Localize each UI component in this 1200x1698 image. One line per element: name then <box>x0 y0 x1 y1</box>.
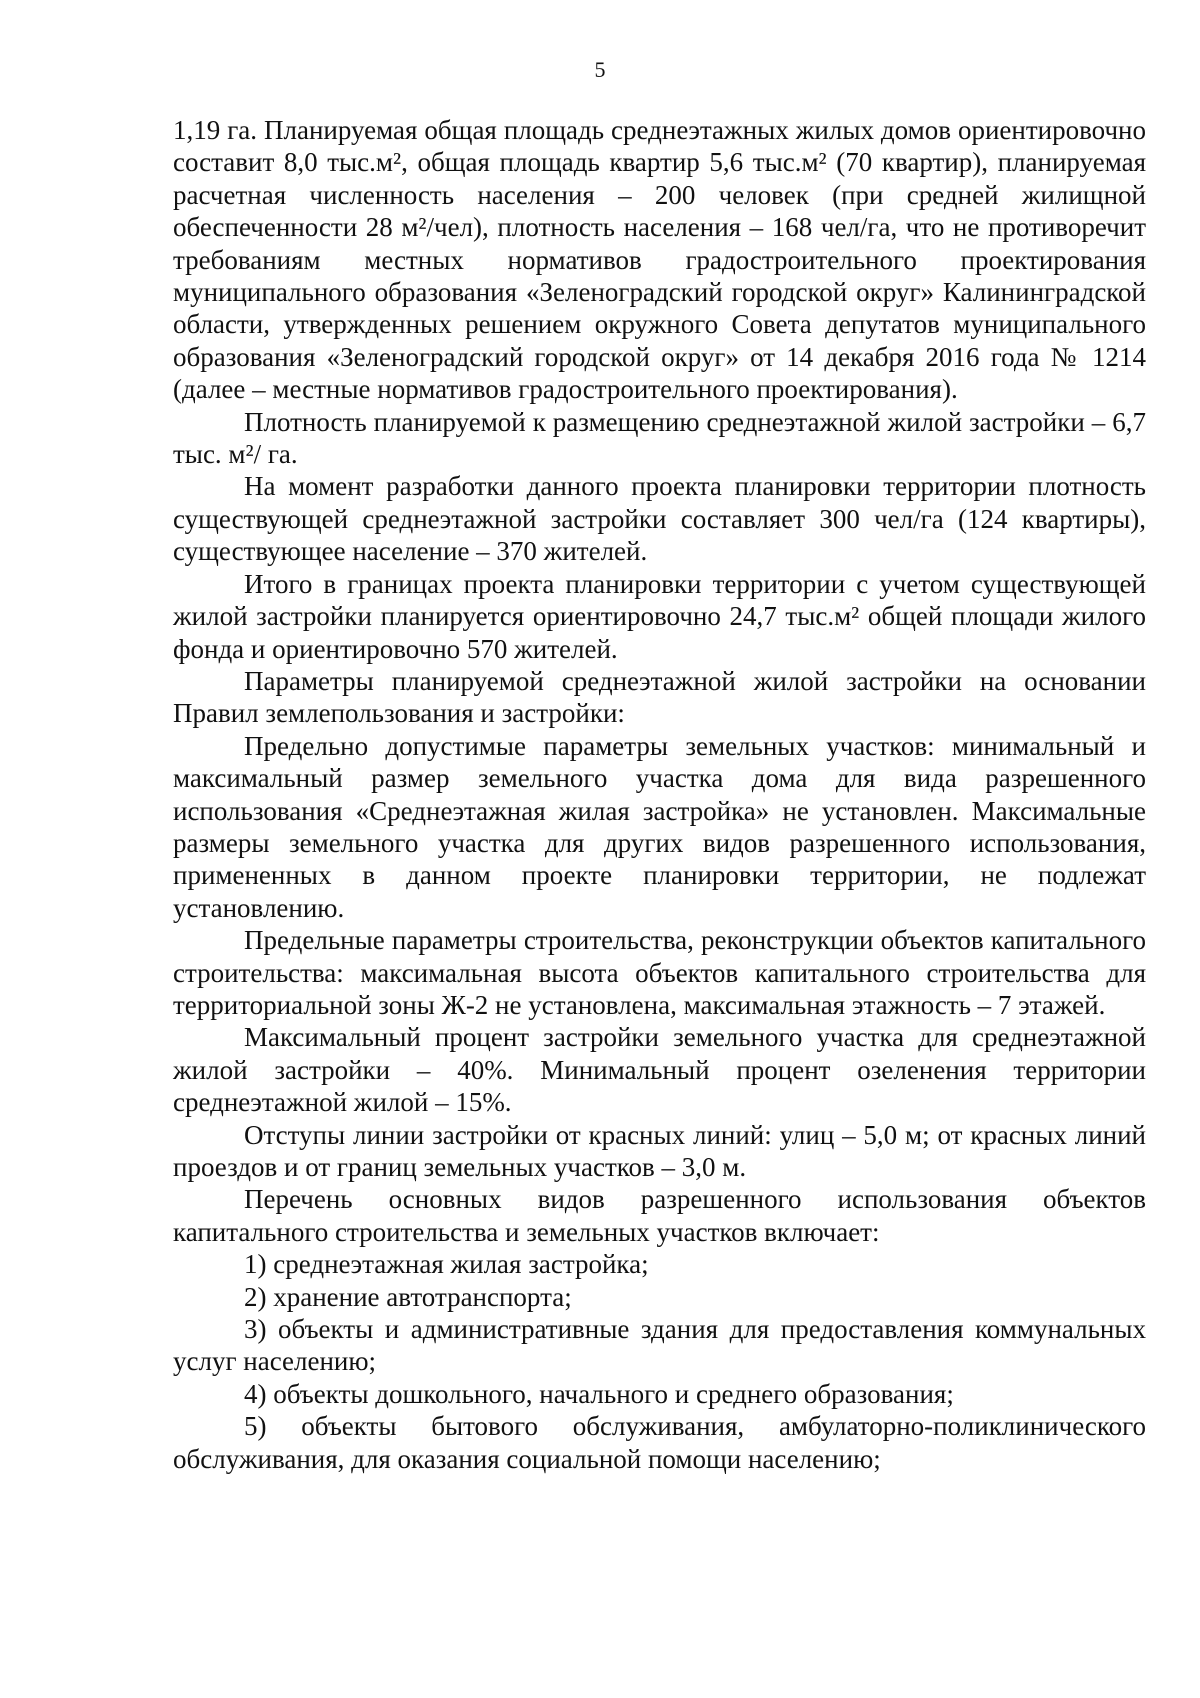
paragraph-construction-limits: Предельные параметры строительства, реконструкции объектов капитального строительства: максимальная высота объектов капитального строительства для территориальной зоны Ж-2 не установлена, максимальная этажность – 7 этажей. <box>173 925 1146 1020</box>
page-number: 5 <box>594 57 606 82</box>
paragraph-permitted-uses-intro: Перечень основных видов разрешенного использования объектов капитального строительства и земельных участков включает: <box>173 1184 1146 1247</box>
paragraph-residential-area-params: 1,19 га. Планируемая общая площадь среднеэтажных жилых домов ориентировочно составит 8,0 тыс.м², общая площадь квартир 5,6 тыс.м² (70 квартир), планируемая расчетная численность населения – 200 человек (при средней жилищной обеспеченности 28 м²/чел), плотность населения – 168 чел/га, что не противоречит требованиям местных нормативов градостроительного проектирования муниципального образования «Зеленоградский городской округ» Калининградской области, утвержденных решением окружного Совета депутатов муниципального образования «Зеленоградский городской округ» от 14 декабря 2016 года № 1214 (далее – местные нормативов градостроительного проектирования). <box>173 115 1146 405</box>
paragraph-existing-density: На момент разработки данного проекта планировки территории плотность существующей среднеэтажной застройки составляет 300 чел/га (124 квартиры), существующее население – 370 жителей. <box>173 471 1146 567</box>
list-item-permitted-use-5: 5) объекты бытового обслуживания, амбулаторно-поликлинического обслуживания, для оказания социальной помощи населению; <box>173 1411 1146 1474</box>
paragraph-build-percentage: Максимальный процент застройки земельного участка для среднеэтажной жилой застройки – 40%. Минимальный процент озеленения территории среднеэтажной жилой – 15%. <box>173 1022 1146 1118</box>
paragraph-setbacks: Отступы линии застройки от красных линий: улиц – 5,0 м; от красных линий проездов и от границ земельных участков – 3,0 м. <box>173 1119 1146 1182</box>
paragraph-development-params-intro: Параметры планируемой среднеэтажной жилой застройки на основании Правил землепользования и застройки: <box>173 665 1146 729</box>
paragraph-total-housing: Итого в границах проекта планировки территории с учетом существующей жилой застройки планируется ориентировочно 24,7 тыс.м² общей площади жилого фонда и ориентировочно 570 жителей. <box>173 568 1146 664</box>
document-body <box>173 114 1146 1475</box>
list-item-permitted-use-2: 2) хранение автотранспорта; <box>244 1281 572 1312</box>
list-item-permitted-use-3: 3) объекты и административные здания для предоставления коммунальных услуг населению; <box>173 1314 1146 1377</box>
paragraph-planned-density: Плотность планируемой к размещению среднеэтажной жилой застройки – 6,7 тыс. м²/ га. <box>173 406 1146 470</box>
list-item-permitted-use-1: 1) среднеэтажная жилая застройка; <box>244 1249 649 1280</box>
list-item-permitted-use-4: 4) объекты дошкольного, начального и среднего образования; <box>244 1378 954 1409</box>
paragraph-land-plot-limits: Предельно допустимые параметры земельных участков: минимальный и максимальный размер земельного участка дома для вида разрешенного использования «Среднеэтажная жилая застройка» не установлен. Максимальные размеры земельного участка для других видов разрешенного использования, примененных в данном проекте планировки территории, не подлежат установлению. <box>173 730 1146 923</box>
